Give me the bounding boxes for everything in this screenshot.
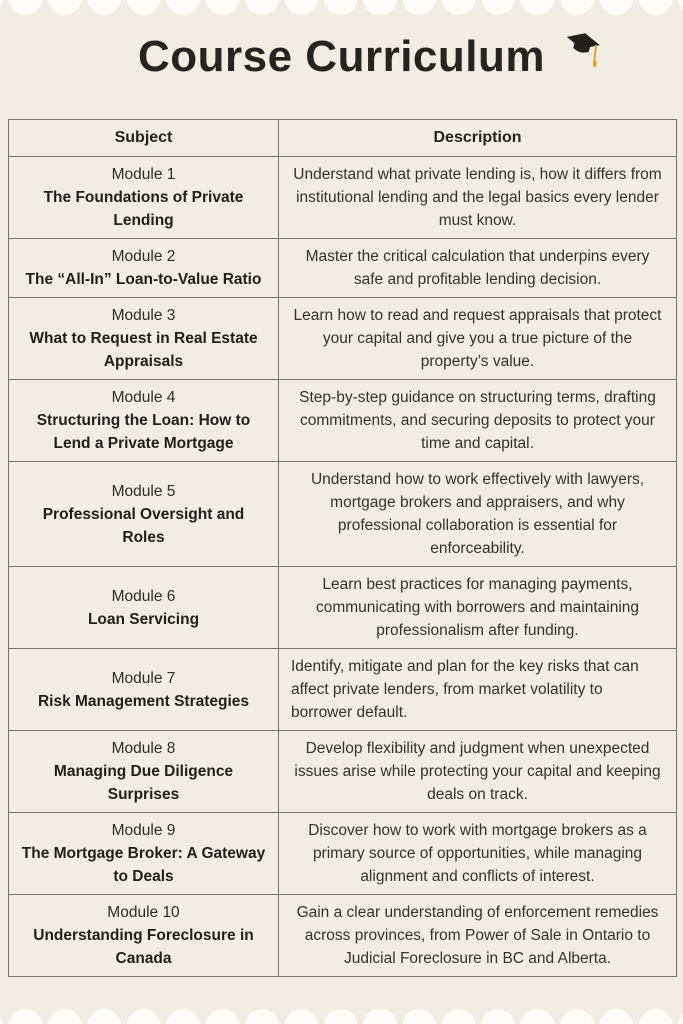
description-cell: Understand how to work effectively with lawyers, mortgage brokers and appraisers, and why professional collaboration is essential for enforceability. bbox=[279, 462, 677, 567]
subject-cell bbox=[9, 731, 279, 813]
module-title: Risk Management Strategies bbox=[37, 692, 250, 710]
description-cell: Step-by-step guidance on structuring terms, drafting commitments, and securing deposits to protect your time and capital. bbox=[279, 380, 677, 462]
module-number: Module 9 bbox=[111, 822, 176, 839]
scallop-edge-bottom bbox=[0, 1004, 683, 1024]
module-number: Module 2 bbox=[111, 248, 176, 265]
module-number: Module 1 bbox=[111, 166, 176, 183]
module-number: Module 6 bbox=[111, 587, 176, 605]
description-cell: Learn best practices for managing payments, communicating with borrowers and maintaining professionalism after funding. bbox=[279, 567, 677, 649]
module-title: Understanding Foreclosure in Canada bbox=[33, 927, 254, 967]
table-row bbox=[9, 239, 677, 298]
subject-cell bbox=[9, 567, 279, 649]
subject-cell bbox=[9, 239, 279, 298]
description-column-header: Description bbox=[279, 120, 677, 157]
module-title: Structuring the Loan: How to Lend a Private Mortgage bbox=[36, 412, 251, 452]
table-row bbox=[9, 298, 677, 380]
module-title: The Mortgage Broker: A Gateway to Deals bbox=[21, 845, 266, 885]
description-cell: Learn how to read and request appraisals that protect your capital and give you a true picture of the property’s value. bbox=[279, 298, 677, 380]
table-row bbox=[9, 813, 677, 895]
module-number: Module 4 bbox=[111, 389, 176, 406]
description-cell: Identify, mitigate and plan for the key risks that can affect private lenders, from market volatility to borrower default. bbox=[279, 649, 677, 731]
module-number: Module 8 bbox=[111, 740, 176, 757]
subject-cell bbox=[9, 380, 279, 462]
description-cell: Gain a clear understanding of enforcement remedies across provinces, from Power of Sale in Ontario to Judicial Foreclosure in BC and Alberta. bbox=[279, 895, 677, 977]
subject-cell bbox=[9, 157, 279, 239]
module-number: Module 5 bbox=[111, 482, 176, 500]
module-number: Module 3 bbox=[111, 307, 176, 324]
module-number: Module 7 bbox=[111, 669, 176, 687]
table-row bbox=[9, 380, 677, 462]
subject-cell bbox=[9, 298, 279, 380]
description-cell: Master the critical calculation that underpins every safe and profitable lending decision. bbox=[279, 239, 677, 298]
table-row bbox=[9, 567, 677, 649]
curriculum-table bbox=[8, 119, 677, 977]
page-title: Course Curriculum bbox=[137, 32, 545, 81]
subject-cell bbox=[9, 462, 279, 567]
description-cell: Discover how to work with mortgage brokers as a primary source of opportunities, while managing alignment and conflicts of interest. bbox=[279, 813, 677, 895]
graduation-cap-icon bbox=[563, 28, 603, 80]
subject-cell bbox=[9, 649, 279, 731]
table-row bbox=[9, 462, 677, 567]
description-cell: Understand what private lending is, how it differs from institutional lending and the legal basics every lender must know. bbox=[279, 157, 677, 239]
table-row bbox=[9, 895, 677, 977]
module-title: What to Request in Real Estate Appraisals bbox=[29, 330, 258, 370]
table-body bbox=[9, 157, 677, 977]
module-title: The “All-In” Loan-to-Value Ratio bbox=[25, 271, 262, 288]
description-cell: Develop flexibility and judgment when unexpected issues arise while protecting your capital and keeping deals on track. bbox=[279, 731, 677, 813]
table-row bbox=[9, 157, 677, 239]
module-title: Professional Oversight and Roles bbox=[42, 505, 245, 546]
module-title: The Foundations of Private Lending bbox=[43, 189, 244, 229]
module-title: Loan Servicing bbox=[87, 610, 200, 628]
page-header bbox=[0, 0, 683, 80]
table-row bbox=[9, 731, 677, 813]
subject-cell bbox=[9, 813, 279, 895]
module-title: Managing Due Diligence Surprises bbox=[53, 763, 234, 803]
subject-cell bbox=[9, 895, 279, 977]
table-row bbox=[9, 649, 677, 731]
table-header-row bbox=[9, 120, 677, 157]
module-number: Module 10 bbox=[107, 904, 180, 921]
subject-column-header: Subject bbox=[9, 120, 279, 157]
